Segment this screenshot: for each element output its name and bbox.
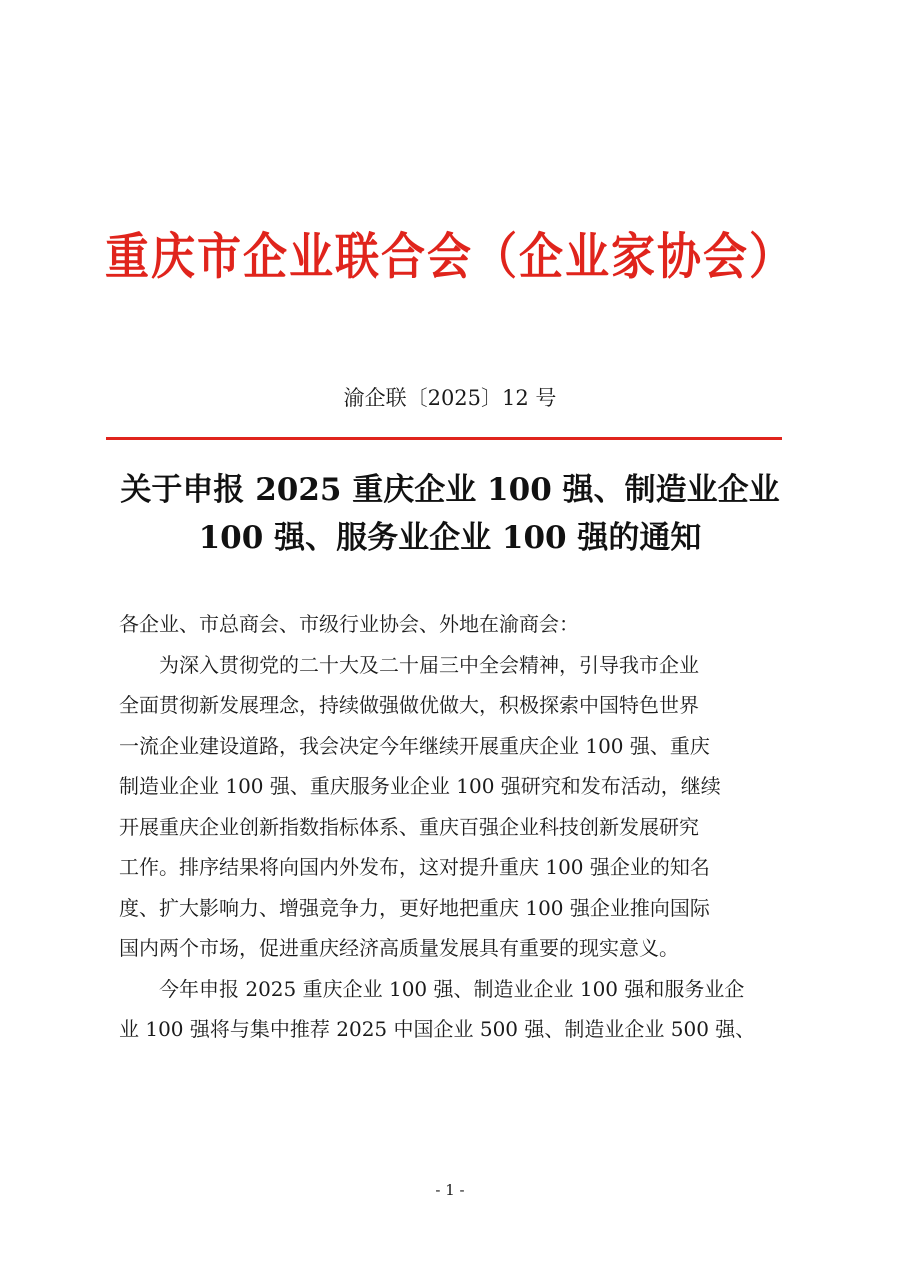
body-line-addressee: 各企业、市总商会、市级行业协会、外地在渝商会： [119, 612, 579, 636]
organization-masthead: 重庆市企业联合会（企业家协会） [105, 228, 795, 286]
body-line: 开展重庆企业创新指数指标体系、重庆百强企业科技创新发展研究 [119, 814, 699, 839]
notice-body [119, 604, 791, 1050]
notice-title-line-1: 关于申报 2025 重庆企业 100 强、制造业企业 [120, 472, 780, 508]
notice-title [106, 466, 794, 562]
body-line: 全面贯彻新发展理念，持续做强做优做大，积极探索中国特色世界 [119, 693, 699, 717]
body-line: 业 100 强将与集中推荐 2025 中国企业 500 强、制造业企业 500 强、 [119, 1017, 756, 1041]
body-line: 国内两个市场，促进重庆经济高质量发展具有重要的现实意义。 [119, 936, 679, 960]
body-line: 度、扩大影响力、增强竞争力，更好地把重庆 100 强企业推向国际 [119, 895, 710, 920]
body-line: 今年申报 2025 重庆企业 100 强、制造业企业 100 强和服务业企 [119, 976, 745, 1001]
notice-title-line-2: 100 强、服务业企业 100 强的通知 [198, 520, 702, 556]
body-line: 制造业企业 100 强、重庆服务业企业 100 强研究和发布活动，继续 [119, 774, 721, 798]
red-divider-line [106, 437, 782, 440]
document-number: 渝企联〔2025〕12 号 [343, 386, 557, 410]
page-number: - 1 - [435, 1181, 465, 1199]
body-line: 工作。排序结果将向国内外发布，这对提升重庆 100 强企业的知名 [119, 855, 710, 879]
body-line: 为深入贯彻党的二十大及二十届三中全会精神，引导我市企业 [119, 652, 699, 677]
body-line: 一流企业建设道路，我会决定今年继续开展重庆企业 100 强、重庆 [119, 733, 710, 758]
